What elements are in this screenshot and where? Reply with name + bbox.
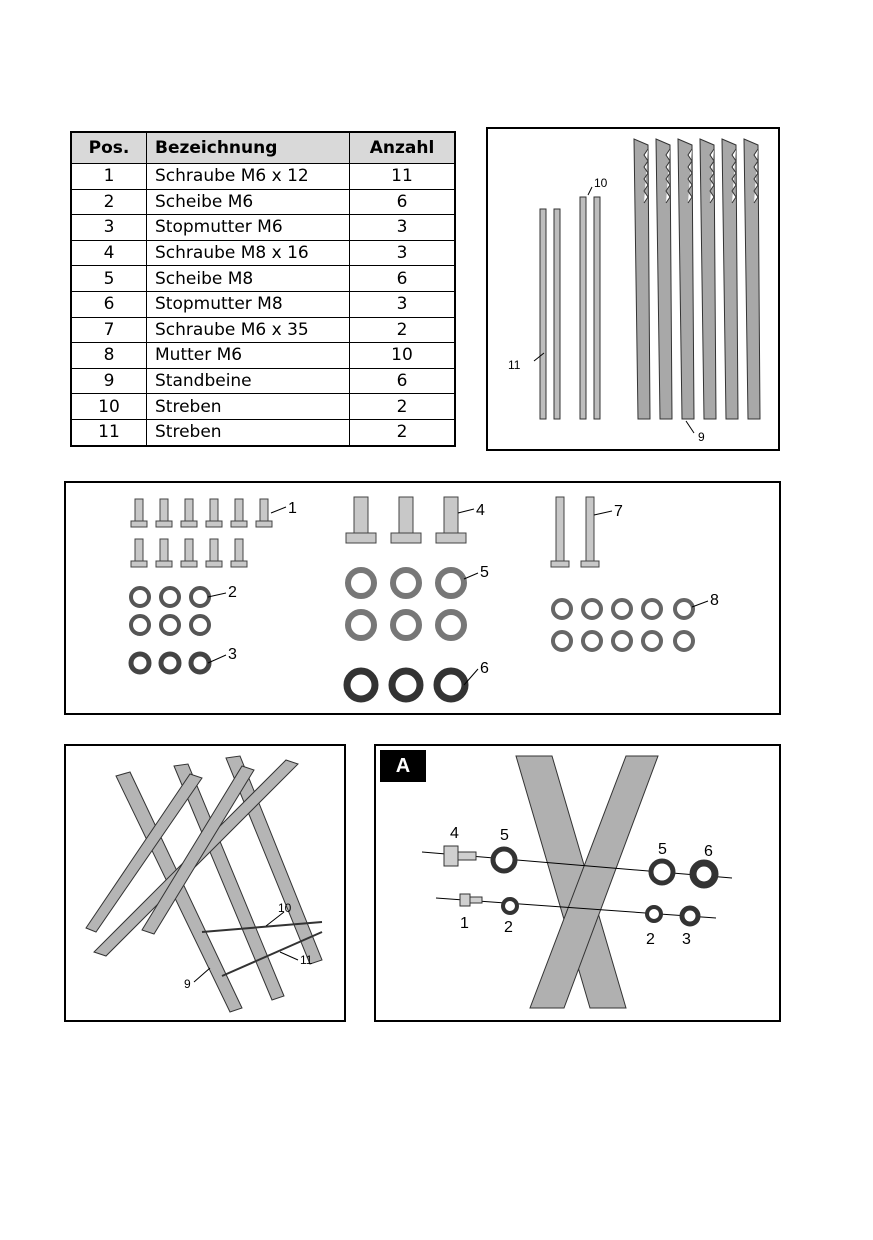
cell-qty: 3 (350, 215, 456, 241)
strut-10-a (580, 197, 586, 419)
table-row (71, 215, 455, 241)
cell-qty: 3 (350, 240, 456, 266)
cell-name: Schraube M6 x 35 (147, 317, 350, 343)
screws-m8x16 (346, 497, 466, 543)
cell-pos: 9 (71, 368, 147, 394)
cell-pos: 11 (71, 419, 147, 445)
cell-qty: 6 (350, 189, 456, 215)
cell-pos: 4 (71, 240, 147, 266)
label-6: 6 (480, 660, 489, 677)
label-2: 2 (228, 584, 237, 601)
stopnuts-m6 (131, 654, 209, 672)
table-row (71, 164, 455, 190)
cell-qty: 3 (350, 291, 456, 317)
strut-10-b (594, 197, 600, 419)
cell-pos: 7 (71, 317, 147, 343)
cell-pos: 10 (71, 394, 147, 420)
parts-list-table (70, 131, 456, 447)
cell-name: Stopmutter M8 (147, 291, 350, 317)
cell-name: Schraube M8 x 16 (147, 240, 350, 266)
table-row (71, 419, 455, 445)
strut-11-b (554, 209, 560, 419)
cell-name: Streben (147, 394, 350, 420)
label-9: 9 (184, 977, 191, 991)
table-row (71, 240, 455, 266)
header-pos: Pos. (71, 132, 147, 164)
rails-drawing (488, 129, 778, 449)
label-11: 11 (508, 358, 521, 372)
table-row (71, 266, 455, 292)
detail-washer-m8-b (651, 861, 673, 883)
detail-stopnut-m8 (693, 863, 715, 885)
assembled-figure (64, 744, 346, 1022)
label-1: 1 (288, 500, 297, 517)
label-5b: 5 (658, 841, 667, 858)
table-row (71, 317, 455, 343)
cell-name: Standbeine (147, 368, 350, 394)
cell-name: Schraube M6 x 12 (147, 164, 350, 190)
header-qty: Anzahl (350, 132, 456, 164)
detail-stopnut-m6 (682, 908, 698, 924)
washers-m8 (348, 570, 464, 638)
cell-pos: 3 (71, 215, 147, 241)
table-row (71, 368, 455, 394)
label-4: 4 (450, 825, 459, 842)
cell-pos: 6 (71, 291, 147, 317)
label-7: 7 (614, 503, 623, 520)
legs-group (634, 139, 760, 419)
cell-pos: 1 (71, 164, 147, 190)
stopnuts-m8 (347, 671, 465, 699)
hardware-drawing (66, 483, 779, 713)
detail-screw-m6 (460, 894, 470, 906)
detail-washer-m6-a (503, 899, 517, 913)
table-row (71, 394, 455, 420)
screws-m6x35 (551, 497, 599, 567)
detail-washer-m8-a (493, 849, 515, 871)
label-1: 1 (460, 915, 469, 932)
detail-bolt-m8 (444, 846, 458, 866)
cell-qty: 10 (350, 343, 456, 369)
cell-qty: 6 (350, 368, 456, 394)
label-4: 4 (476, 502, 485, 519)
label-11: 11 (300, 953, 313, 967)
label-10: 10 (278, 901, 292, 915)
label-3: 3 (682, 931, 691, 948)
cell-pos: 8 (71, 343, 147, 369)
label-3: 3 (228, 646, 237, 663)
cell-name: Scheibe M8 (147, 266, 350, 292)
cell-qty: 2 (350, 317, 456, 343)
cell-qty: 2 (350, 419, 456, 445)
cell-qty: 2 (350, 394, 456, 420)
strut-11-a (540, 209, 546, 419)
table-row (71, 343, 455, 369)
hardware-figure (64, 481, 781, 715)
cell-qty: 6 (350, 266, 456, 292)
rails-figure (486, 127, 780, 451)
label-10: 10 (594, 176, 608, 190)
label-9: 9 (698, 430, 705, 444)
screws-m6x12 (131, 499, 272, 567)
label-6: 6 (704, 843, 713, 860)
nuts-m6 (553, 600, 693, 650)
label-5: 5 (480, 564, 489, 581)
label-8: 8 (710, 592, 719, 609)
label-2b: 2 (646, 931, 655, 948)
detail-drawing (376, 746, 779, 1020)
table-row (71, 291, 455, 317)
detail-figure (374, 744, 781, 1022)
cell-name: Streben (147, 419, 350, 445)
washers-m6 (131, 588, 209, 634)
table-row (71, 189, 455, 215)
label-2a: 2 (504, 919, 513, 936)
assembled-drawing (66, 746, 344, 1020)
cell-name: Stopmutter M6 (147, 215, 350, 241)
cell-name: Mutter M6 (147, 343, 350, 369)
cell-name: Scheibe M6 (147, 189, 350, 215)
table-header-row (71, 132, 455, 164)
detail-washer-m6-b (647, 907, 661, 921)
cell-pos: 2 (71, 189, 147, 215)
label-5a: 5 (500, 827, 509, 844)
detail-badge: A (380, 750, 426, 782)
header-name: Bezeichnung (147, 132, 350, 164)
cell-pos: 5 (71, 266, 147, 292)
cell-qty: 11 (350, 164, 456, 190)
